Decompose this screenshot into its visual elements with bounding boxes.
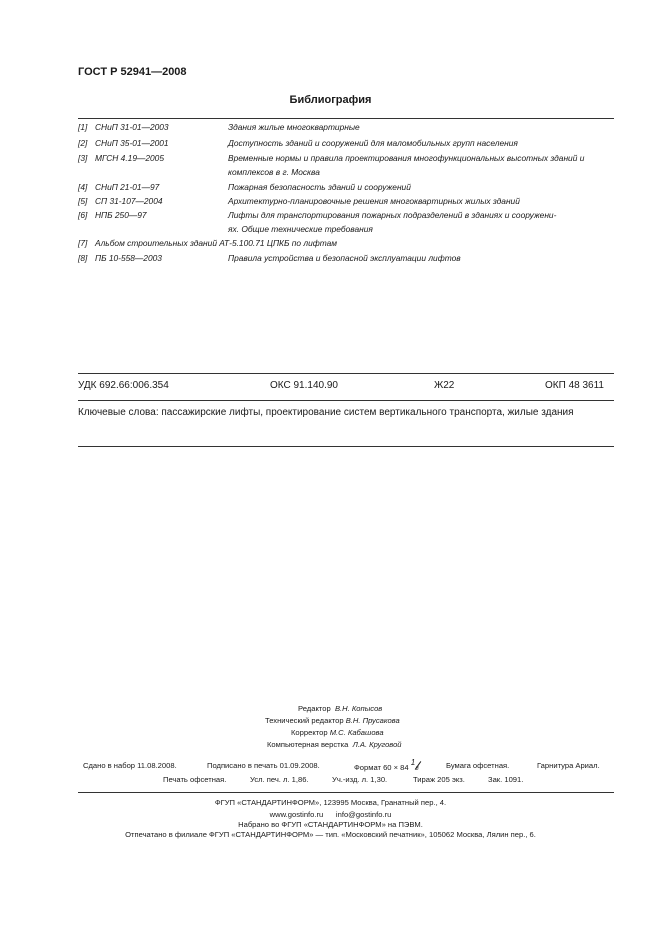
order-number: Зак. 1091. xyxy=(488,775,524,784)
credit-role: Компьютерная верстка xyxy=(267,740,349,749)
printed-by-note: Отпечатано в филиале ФГУП «СТАНДАРТИНФОРМ» — тип. «Московский печатник», 105062 Москва, Лялин пер., 6. xyxy=(125,830,536,839)
keywords-bottom-rule xyxy=(78,446,614,447)
entry-number: [7] xyxy=(78,238,88,248)
entry-title: Правила устройства и безопасной эксплуатации лифтов xyxy=(228,253,461,263)
entry-title: Пожарная безопасность зданий и сооружений xyxy=(228,182,411,192)
entry-title-line: ях. Общие технические требования xyxy=(228,224,373,234)
entry-number: [1] xyxy=(78,122,88,132)
typeset-date: Сдано в набор 11.08.2008. xyxy=(83,761,177,770)
credit-role: Редактор xyxy=(298,704,331,713)
credits-block xyxy=(235,703,485,751)
entry-code: СНиП 31-01—2003 xyxy=(95,122,169,132)
entry-number: [6] xyxy=(78,210,88,220)
bibliography-entry xyxy=(78,251,618,265)
publisher-contacts xyxy=(0,810,661,819)
document-header: ГОСТ Р 52941—2008 xyxy=(78,66,187,78)
credit-name: В.Н. Прусакова xyxy=(345,716,400,725)
okp-code: ОКП 48 3611 xyxy=(545,380,604,391)
bibliography-entry xyxy=(78,136,618,151)
entry-code: СНиП 21-01—97 xyxy=(95,182,160,192)
entry-full-text: Альбом строительных зданий АТ-5.100.71 ЦПКБ по лифтам xyxy=(95,238,338,248)
entry-title: Архитектурно-планировочные решения многоквартирных жилых зданий xyxy=(228,196,520,206)
print-run: Тираж 205 экз. xyxy=(413,775,465,784)
signed-date: Подписано в печать 01.09.2008. xyxy=(207,761,320,770)
publisher-email[interactable]: info@gostinfo.ru xyxy=(335,810,392,819)
credit-line xyxy=(235,727,485,739)
credit-role: Корректор xyxy=(291,728,328,737)
format-fraction xyxy=(410,758,423,772)
bibliography-entry xyxy=(78,180,618,194)
format-fraction-top: 1 xyxy=(410,758,416,767)
classification-group: Ж22 xyxy=(434,380,455,391)
entry-title: Доступность зданий и сооружений для маломобильных групп населения xyxy=(228,138,518,148)
entry-number: [2] xyxy=(78,138,88,148)
classification-top-rule xyxy=(78,373,614,374)
font-family-note: Гарнитура Ариал. xyxy=(537,761,600,770)
udk-code: УДК 692.66:006.354 xyxy=(78,380,169,391)
keywords: Ключевые слова: пассажирские лифты, проектирование систем вертикального транспорта, жилые здания xyxy=(78,407,574,418)
bibliography-entry xyxy=(78,194,618,208)
print-sheets: Усл. печ. л. 1,86. xyxy=(250,775,309,784)
credit-line xyxy=(235,739,485,751)
bibliography-entry xyxy=(78,151,618,180)
publisher-top-rule xyxy=(78,792,614,793)
paper-type: Бумага офсетная. xyxy=(446,761,510,770)
entry-title xyxy=(228,208,618,236)
credit-line xyxy=(235,703,485,715)
credit-role: Технический редактор xyxy=(265,716,344,725)
format-fraction-bottom: 8 xyxy=(415,766,419,772)
credit-name: М.С. Кабашова xyxy=(329,728,384,737)
publisher-website[interactable]: www.gostinfo.ru xyxy=(269,810,324,819)
bibliography-list xyxy=(78,120,618,265)
entry-code: НПБ 250—97 xyxy=(95,210,147,220)
bibliography-entry xyxy=(78,236,618,251)
credit-name: Л.А. Круговой xyxy=(352,740,402,749)
print-format xyxy=(354,758,423,772)
credit-line xyxy=(235,715,485,727)
format-label: Формат 60 × 84 xyxy=(354,763,409,772)
entry-code: ПБ 10-558—2003 xyxy=(95,253,162,263)
print-type: Печать офсетная. xyxy=(163,775,227,784)
entry-code: СНиП 35-01—2001 xyxy=(95,138,169,148)
entry-title: Временные нормы и правила проектирования многофункциональных высотных зданий и комплексов в г. Москва xyxy=(228,153,585,177)
entry-number: [5] xyxy=(78,196,88,206)
credit-name: В.Н. Копысов xyxy=(334,704,383,713)
entry-title-line: Лифты для транспортирования пожарных подразделений в зданиях и сооружени- xyxy=(228,210,557,220)
bibliography-title: Библиография xyxy=(289,94,372,106)
bibliography-entry xyxy=(78,208,618,236)
entry-number: [4] xyxy=(78,182,88,192)
bibliography-entry xyxy=(78,120,618,136)
publisher-address: ФГУП «СТАНДАРТИНФОРМ», 123995 Москва, Гранатный пер., 4. xyxy=(214,798,447,807)
edition-sheets: Уч.-изд. л. 1,30. xyxy=(332,775,388,784)
entry-code: МГСН 4.19—2005 xyxy=(95,153,164,163)
bibliography-top-rule xyxy=(78,118,614,119)
entry-code: СП 31-107—2004 xyxy=(95,196,163,206)
typeset-note: Набрано во ФГУП «СТАНДАРТИНФОРМ» на ПЭВМ. xyxy=(238,820,423,829)
entry-number: [8] xyxy=(78,253,88,263)
entry-title: Здания жилые многоквартирные xyxy=(228,122,360,132)
entry-number: [3] xyxy=(78,153,88,163)
classification-bottom-rule xyxy=(78,400,614,401)
oks-code: ОКС 91.140.90 xyxy=(270,380,338,391)
